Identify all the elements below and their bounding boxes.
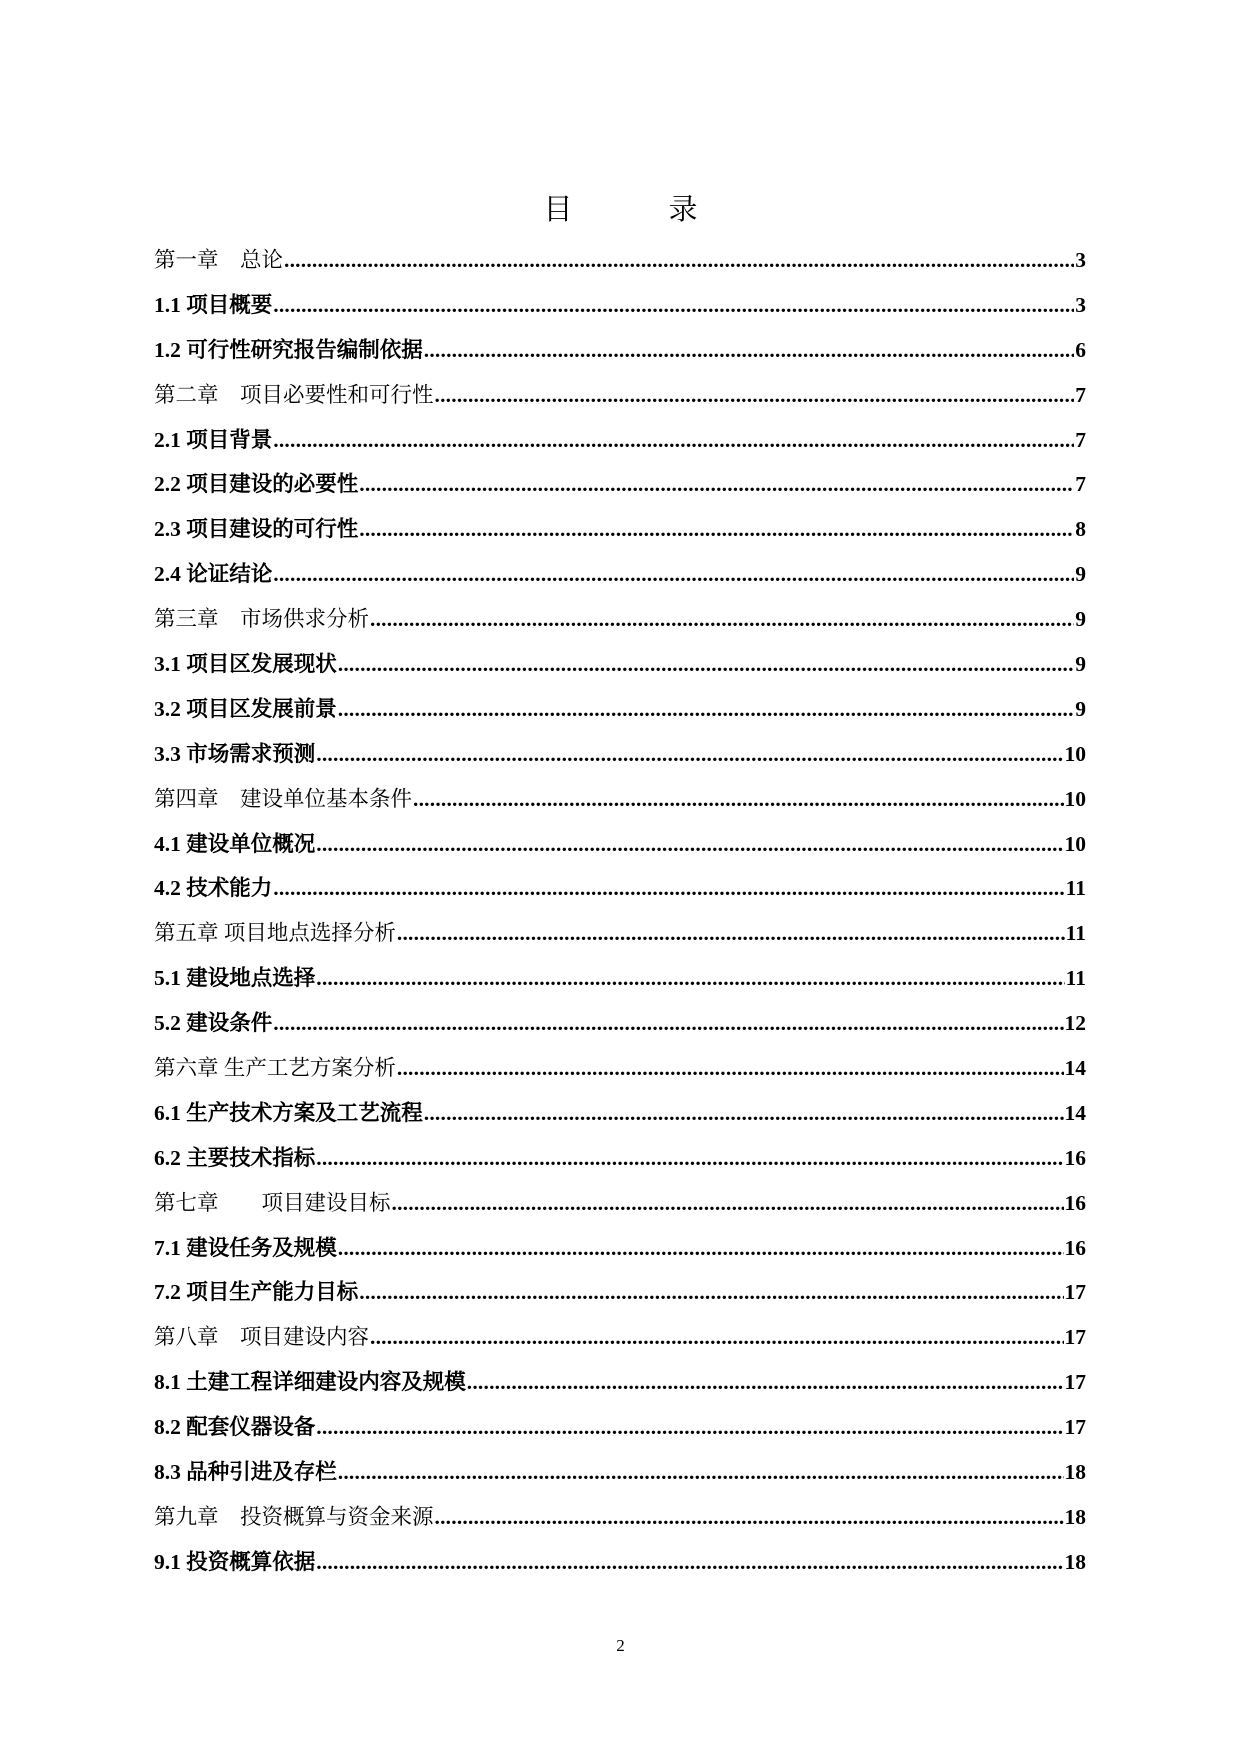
toc-entry-label: 2.3 项目建设的可行性 (154, 517, 359, 542)
toc-entry-page-number: 17 (1064, 1370, 1086, 1395)
toc-dot-leader (435, 380, 1075, 410)
toc-section-entry[interactable] (154, 1233, 1086, 1278)
toc-dot-leader (316, 963, 1064, 993)
toc-entry-page-number: 9 (1075, 696, 1086, 721)
toc-title-part1: 目 (543, 194, 573, 226)
toc-entry-page-number: 9 (1075, 652, 1086, 677)
toc-entry-page-number: 9 (1075, 607, 1086, 632)
toc-section-entry[interactable] (154, 1143, 1086, 1188)
toc-dot-leader (359, 514, 1074, 544)
toc-dot-leader (370, 1322, 1063, 1352)
toc-entry-label: 第四章 建设单位基本条件 (154, 786, 413, 811)
toc-dot-leader (273, 1008, 1063, 1038)
toc-chapter-entry[interactable] (154, 604, 1086, 649)
toc-entry-page-number: 8 (1075, 517, 1086, 542)
toc-dot-leader (338, 1233, 1064, 1263)
toc-section-entry[interactable] (154, 514, 1086, 559)
page-number: 2 (616, 1636, 625, 1655)
toc-entry-label: 7.1 建设任务及规模 (154, 1235, 337, 1260)
toc-entry-page-number: 18 (1064, 1504, 1086, 1529)
toc-entry-label: 第八章 项目建设内容 (154, 1325, 370, 1350)
table-of-contents (154, 245, 1086, 1592)
toc-dot-leader (316, 739, 1063, 769)
toc-dot-leader (424, 335, 1074, 365)
toc-chapter-entry[interactable] (154, 1188, 1086, 1233)
toc-dot-leader (316, 1412, 1063, 1442)
toc-section-entry[interactable] (154, 1098, 1086, 1143)
toc-chapter-entry[interactable] (154, 1322, 1086, 1367)
toc-entry-label: 3.3 市场需求预测 (154, 741, 316, 766)
toc-section-entry[interactable] (154, 1367, 1086, 1412)
toc-entry-label: 第一章 总论 (154, 248, 284, 272)
toc-entry-page-number: 7 (1075, 472, 1086, 497)
toc-section-entry[interactable] (154, 1547, 1086, 1592)
toc-entry-label: 第二章 项目必要性和可行性 (154, 382, 434, 407)
toc-entry-label: 4.2 技术能力 (154, 876, 273, 901)
toc-entry-page-number: 16 (1064, 1145, 1086, 1170)
toc-entry-label: 5.2 建设条件 (154, 1011, 273, 1036)
toc-entry-label: 8.2 配套仪器设备 (154, 1415, 316, 1440)
toc-entry-label: 7.2 项目生产能力目标 (154, 1280, 359, 1305)
toc-entry-label: 第五章 项目地点选择分析 (154, 921, 396, 946)
toc-entry-page-number: 14 (1064, 1100, 1086, 1125)
toc-entry-label: 9.1 投资概算依据 (154, 1549, 316, 1574)
toc-dot-leader (284, 245, 1074, 275)
toc-entry-label: 5.1 建设地点选择 (154, 966, 316, 991)
toc-title-part2: 录 (668, 194, 698, 226)
toc-entry-page-number: 10 (1064, 741, 1086, 766)
toc-entry-label: 第三章 市场供求分析 (154, 607, 370, 632)
toc-entry-label: 8.1 土建工程详细建设内容及规模 (154, 1370, 466, 1395)
toc-entry-page-number: 17 (1064, 1415, 1086, 1440)
toc-chapter-entry[interactable] (154, 245, 1086, 290)
toc-entry-page-number: 6 (1075, 337, 1086, 362)
toc-section-entry[interactable] (154, 425, 1086, 470)
toc-entry-page-number: 17 (1064, 1280, 1086, 1305)
toc-section-entry[interactable] (154, 739, 1086, 784)
toc-dot-leader (397, 918, 1065, 948)
toc-section-entry[interactable] (154, 335, 1086, 380)
toc-entry-page-number: 16 (1064, 1190, 1086, 1215)
toc-chapter-entry[interactable] (154, 1053, 1086, 1098)
toc-section-entry[interactable] (154, 290, 1086, 335)
toc-dot-leader (370, 604, 1074, 634)
toc-entry-label: 2.4 论证结论 (154, 562, 273, 587)
toc-entry-label: 8.3 品种引进及存栏 (154, 1460, 337, 1485)
toc-dot-leader (338, 1457, 1064, 1487)
toc-dot-leader (338, 649, 1074, 679)
toc-entry-label: 第六章 生产工艺方案分析 (154, 1056, 396, 1081)
toc-dot-leader (316, 829, 1063, 859)
toc-section-entry[interactable] (154, 1008, 1086, 1053)
toc-dot-leader (273, 873, 1064, 903)
toc-entry-label: 2.1 项目背景 (154, 427, 273, 452)
toc-entry-label: 3.1 项目区发展现状 (154, 652, 337, 677)
toc-dot-leader (273, 559, 1074, 589)
toc-entry-page-number: 12 (1064, 1011, 1086, 1036)
toc-entry-page-number: 7 (1075, 427, 1086, 452)
toc-entry-page-number: 11 (1065, 921, 1086, 946)
toc-section-entry[interactable] (154, 469, 1086, 514)
toc-entry-label: 2.2 项目建设的必要性 (154, 472, 359, 497)
toc-dot-leader (338, 694, 1074, 724)
toc-section-entry[interactable] (154, 963, 1086, 1008)
toc-dot-leader (392, 1188, 1064, 1218)
toc-chapter-entry[interactable] (154, 784, 1086, 829)
toc-entry-label: 第九章 投资概算与资金来源 (154, 1504, 434, 1529)
toc-section-entry[interactable] (154, 829, 1086, 874)
toc-entry-page-number: 18 (1064, 1460, 1086, 1485)
toc-section-entry[interactable] (154, 649, 1086, 694)
toc-title (0, 190, 1241, 230)
toc-entry-page-number: 18 (1064, 1549, 1086, 1574)
toc-entry-label: 6.1 生产技术方案及工艺流程 (154, 1100, 423, 1125)
toc-section-entry[interactable] (154, 559, 1086, 604)
toc-entry-page-number: 3 (1075, 292, 1086, 317)
toc-entry-page-number: 3 (1075, 248, 1086, 272)
toc-section-entry[interactable] (154, 1277, 1086, 1322)
toc-entry-page-number: 11 (1065, 876, 1086, 901)
toc-entry-page-number: 16 (1064, 1235, 1086, 1260)
toc-entry-page-number: 14 (1064, 1056, 1086, 1081)
toc-dot-leader (424, 1098, 1064, 1128)
toc-entry-page-number: 11 (1065, 966, 1086, 991)
toc-entry-page-number: 7 (1075, 382, 1086, 407)
toc-chapter-entry[interactable] (154, 918, 1086, 963)
toc-entry-label: 4.1 建设单位概况 (154, 831, 316, 856)
toc-entry-label: 6.2 主要技术指标 (154, 1145, 316, 1170)
toc-entry-label: 第七章 项目建设目标 (154, 1190, 391, 1215)
toc-section-entry[interactable] (154, 694, 1086, 739)
toc-dot-leader (316, 1547, 1063, 1577)
toc-chapter-entry[interactable] (154, 1502, 1086, 1547)
toc-dot-leader (359, 1277, 1063, 1307)
toc-entry-label: 1.2 可行性研究报告编制依据 (154, 337, 423, 362)
toc-entry-page-number: 9 (1075, 562, 1086, 587)
toc-chapter-entry[interactable] (154, 380, 1086, 425)
toc-dot-leader (413, 784, 1063, 814)
toc-dot-leader (273, 290, 1074, 320)
toc-section-entry[interactable] (154, 873, 1086, 918)
toc-dot-leader (435, 1502, 1064, 1532)
toc-entry-label: 1.1 项目概要 (154, 292, 273, 317)
toc-dot-leader (359, 469, 1074, 499)
toc-dot-leader (316, 1143, 1063, 1173)
toc-entry-label: 3.2 项目区发展前景 (154, 696, 337, 721)
toc-dot-leader (467, 1367, 1064, 1397)
toc-section-entry[interactable] (154, 1412, 1086, 1457)
toc-entry-page-number: 17 (1064, 1325, 1086, 1350)
toc-entry-page-number: 10 (1064, 831, 1086, 856)
toc-dot-leader (273, 425, 1074, 455)
toc-entry-page-number: 10 (1064, 786, 1086, 811)
toc-dot-leader (397, 1053, 1064, 1083)
toc-section-entry[interactable] (154, 1457, 1086, 1502)
